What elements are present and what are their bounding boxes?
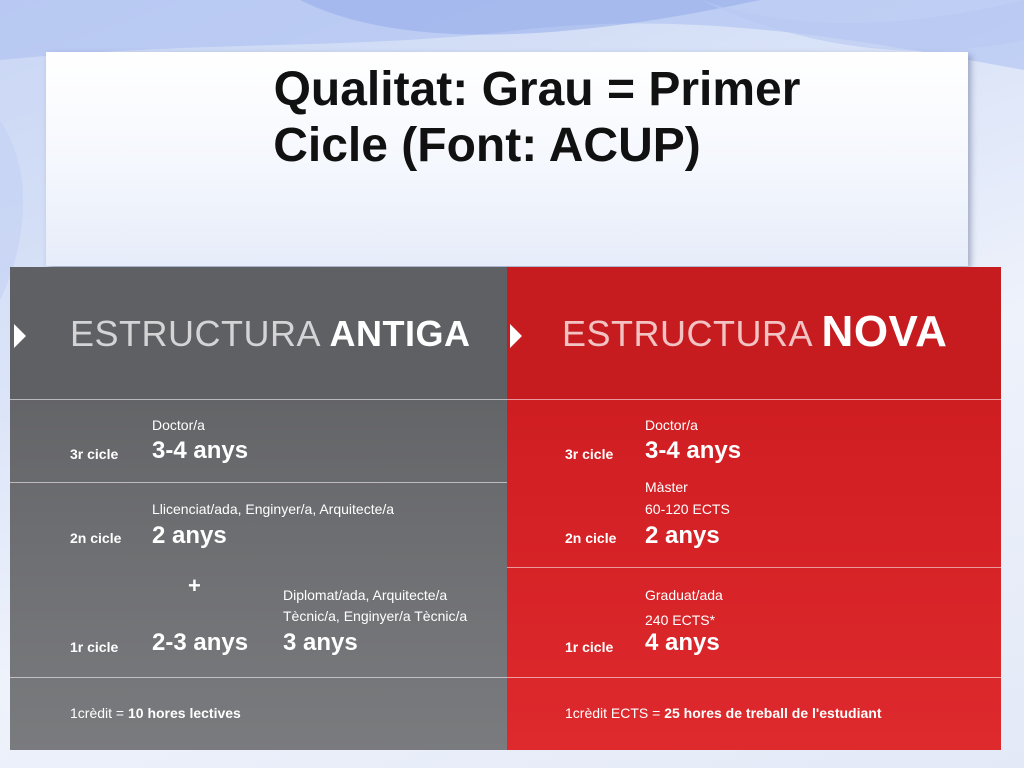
new-1r-label: Graduat/ada: [645, 587, 723, 603]
page-title: [0, 62, 1024, 174]
old-1r-alt-label-2: Tècnic/a, Enginyer/a Tècnic/a: [283, 608, 468, 624]
new-3r-cicle: 3r cicle: [565, 446, 614, 462]
divider: [507, 399, 1001, 400]
old-2n-cicle: 2n cicle: [70, 530, 122, 546]
title-line-1: Qualitat: Grau = Primer: [273, 63, 801, 116]
structure-comparison: [10, 267, 1001, 750]
old-2n-label: Llicenciat/ada, Enginyer/a, Arquitecte/a: [152, 501, 395, 517]
old-1r-alt-years: 3 anys: [283, 629, 358, 656]
old-1r-alt-label-1: Diplomat/ada, Arquitecte/a: [283, 587, 448, 603]
old-1r-cicle: 1r cicle: [70, 639, 119, 655]
new-structure-title: ESTRUCTURA NOVA: [562, 307, 948, 356]
new-3r-years: 3-4 anys: [645, 437, 742, 464]
divider: [507, 567, 1001, 568]
old-1r-years: 2-3 anys: [152, 629, 249, 656]
old-3r-label: Doctor/a: [152, 417, 205, 433]
triangle-arrow-icon: [14, 324, 26, 348]
divider: [10, 399, 507, 400]
new-1r-sub: 240 ECTS*: [645, 612, 716, 628]
divider: [507, 677, 1001, 678]
triangle-arrow-icon: [510, 324, 522, 348]
old-3r-years: 3-4 anys: [152, 437, 249, 464]
new-2n-label: Màster: [645, 479, 688, 495]
old-3r-cicle: 3r cicle: [70, 446, 119, 462]
new-1r-years: 4 anys: [645, 629, 720, 656]
new-2n-cicle: 2n cicle: [565, 530, 617, 546]
old-structure-header: [10, 267, 507, 399]
title-line-2: Cicle (Font: ACUP): [273, 119, 701, 172]
old-2n-years: 2 anys: [152, 522, 227, 549]
new-structure-column: [507, 267, 1001, 750]
old-structure-column: [10, 267, 507, 750]
plus-sign: +: [188, 573, 201, 598]
new-3r-label: Doctor/a: [645, 417, 698, 433]
new-2n-years: 2 anys: [645, 522, 720, 549]
divider: [10, 677, 507, 678]
old-credit-footnote: 1crèdit = 10 hores lectives: [70, 705, 241, 721]
new-credit-footnote: 1crèdit ECTS = 25 hores de treball de l'estudiant: [565, 705, 882, 721]
divider: [10, 482, 507, 483]
old-structure-title: ESTRUCTURA ANTIGA: [70, 313, 471, 354]
new-2n-sub: 60-120 ECTS: [645, 501, 730, 517]
new-structure-header: [507, 267, 1001, 399]
new-1r-cicle: 1r cicle: [565, 639, 614, 655]
